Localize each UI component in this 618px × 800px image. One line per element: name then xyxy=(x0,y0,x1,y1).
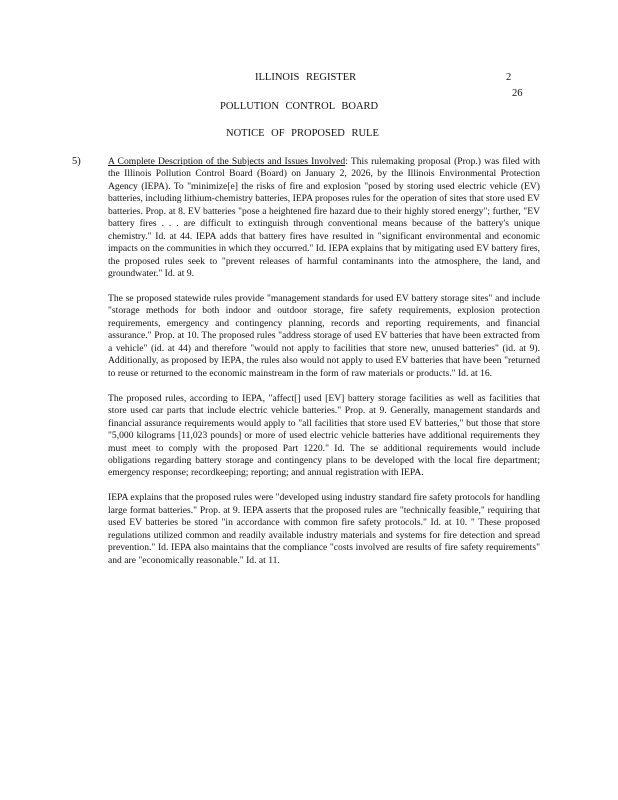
board-title: POLLUTION CONTROL BOARD xyxy=(220,101,379,112)
paragraph-1-text: : This rulemaking proposal (Prop.) was filed with the Illinois Pollution Control Board (Board) on January 2, 2026, by the Illinois Environmental Protection Agency (IEPA). To "minimize[e] the risks of fire and explosion "posed by storing used electric vehicle (EV) batteries, including lithium-chemistry batteries, IEPA proposes rules for the operation of sites that store used EV batteries. Prop. at 8. EV batteries "pose a heightened fire hazard due to their highly stored energy"; further, "EV battery fires . . . are difficult to extinguish through conventional means because of the battery's unique chemistry." Id. at 44. IEPA adds that battery fires have resulted in "significant environmental and economic impacts on the communities in which they occurred." Id. IEPA explains that by mitigating used EV battery fires, the proposed rules seek to "prevent releases of harmful contaminants into the atmosphere, the land, and groundwater." Id. at 9. xyxy=(108,156,540,280)
page-number-top: 2 xyxy=(506,72,512,83)
page-number-bottom: 26 xyxy=(512,88,523,99)
paragraph-2: The se proposed statewide rules provide "management standards for used EV battery storage sites" and include "storage methods for both indoor and outdoor storage, fire safety requirements, explosion protection requirements, emergency and contingency planning, records and reporting requirements, and financial assurance." Prop. at 10. The proposed rules "address storage of used EV batteries that have been extracted from a vehicle" (id. at 44) and therefore "would not apply to facilities that store new, unused batteries" (id. at 9). Additionally, as proposed by IEPA, the rules also would not apply to used EV batteries that have been "returned to reuse or returned to the economic mainstream in the form of raw materials or products." Id. at 16. xyxy=(108,293,540,379)
section-body xyxy=(108,156,540,580)
paragraph-3: The proposed rules, according to IEPA, "affect[] used [EV] battery storage facilities as well as facilities that store used car parts that include electric vehicle batteries." Prop. at 9. Generally, management standards and financial assurance requirements would apply to "all facilities that store used EV batteries," but those that store "5,000 kilograms [11,023 pounds] or more of used electric vehicle batteries have additional requirements they must meet to comply with the proposed Part 1220." Id. The se additional requirements would include obligations regarding battery storage and contingency plans to be developed with the local fire department; emergency response; recordkeeping; reporting; and annual registration with IEPA. xyxy=(108,392,540,479)
register-title: ILLINOIS REGISTER xyxy=(255,72,357,83)
notice-title: NOTICE OF PROPOSED RULE xyxy=(226,128,379,139)
section-heading: A Complete Description of the Subjects and Issues Involved xyxy=(108,156,346,167)
paragraph-1 xyxy=(108,156,540,281)
section-number: 5) xyxy=(72,156,81,167)
paragraph-4: IEPA explains that the proposed rules were "developed using industry standard fire safety protocols for handling large format batteries." Prop. at 9. IEPA asserts that the proposed rules are "technically feasible," requiring that used EV batteries be stored "in accordance with common fire safety protocols." Id. at 10. " These proposed regulations utilized common and readily available industry materials and systems for fire detection and spread prevention." Id. IEPA also maintains that the compliance "costs involved are results of fire safety requirements" and are "economically reasonable." Id. at 11. xyxy=(108,492,540,566)
